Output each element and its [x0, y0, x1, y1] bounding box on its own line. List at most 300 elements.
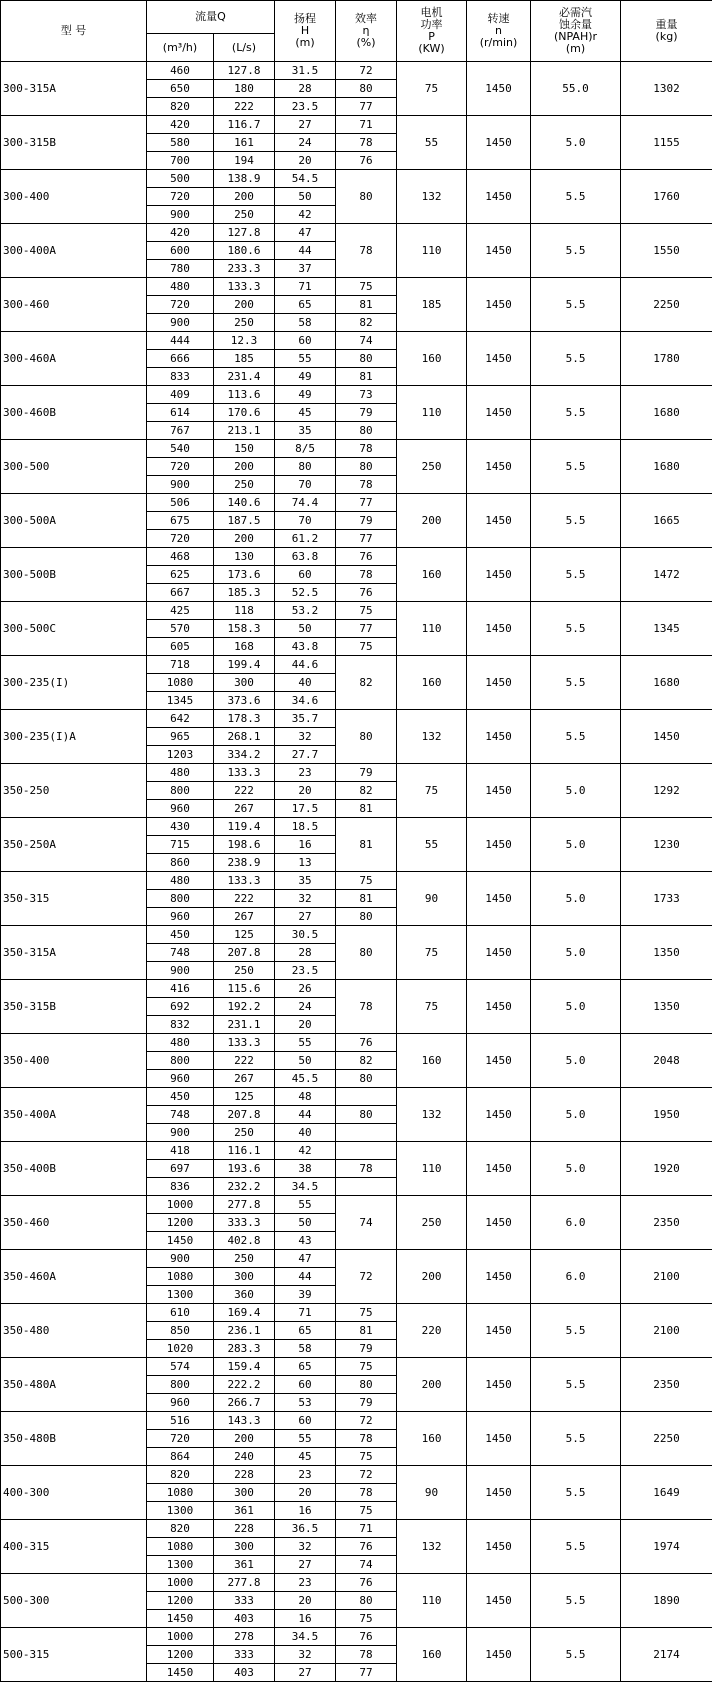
- efficiency-cell: 80: [336, 350, 397, 368]
- weight-cell: 2100: [621, 1250, 712, 1304]
- table-row: [1, 1358, 712, 1376]
- weight-cell: 1974: [621, 1520, 712, 1574]
- model-cell: 300-235(I): [1, 656, 147, 710]
- npsh-cell: 5.5: [531, 656, 621, 710]
- efficiency-cell: 80: [336, 1106, 397, 1124]
- power-cell: 110: [397, 1142, 467, 1196]
- flow-ls-cell: 361: [214, 1502, 275, 1520]
- npsh-cell: 5.5: [531, 494, 621, 548]
- efficiency-cell: 76: [336, 548, 397, 566]
- flow-ls-cell: 133.3: [214, 872, 275, 890]
- header-model: 型 号: [1, 1, 147, 62]
- flow-m3h-cell: 1200: [147, 1646, 214, 1664]
- weight-cell: 1472: [621, 548, 712, 602]
- power-cell: 160: [397, 332, 467, 386]
- efficiency-cell: 80: [336, 710, 397, 764]
- flow-ls-cell: 300: [214, 1268, 275, 1286]
- header-efficiency: 效率 η (%): [336, 1, 397, 62]
- flow-ls-cell: 200: [214, 296, 275, 314]
- table-row: [1, 224, 712, 242]
- flow-m3h-cell: 650: [147, 80, 214, 98]
- head-cell: 35.7: [275, 710, 336, 728]
- head-cell: 27: [275, 908, 336, 926]
- efficiency-cell: 79: [336, 404, 397, 422]
- flow-m3h-cell: 900: [147, 314, 214, 332]
- flow-m3h-cell: 900: [147, 962, 214, 980]
- flow-ls-cell: 119.4: [214, 818, 275, 836]
- model-cell: 350-400B: [1, 1142, 147, 1196]
- power-cell: 132: [397, 1088, 467, 1142]
- flow-ls-cell: 250: [214, 206, 275, 224]
- flow-m3h-cell: 1080: [147, 1268, 214, 1286]
- flow-m3h-cell: 720: [147, 188, 214, 206]
- speed-cell: 1450: [467, 764, 531, 818]
- speed-cell: 1450: [467, 1574, 531, 1628]
- head-cell: 26: [275, 980, 336, 998]
- efficiency-cell: 76: [336, 584, 397, 602]
- head-cell: 60: [275, 1376, 336, 1394]
- flow-ls-cell: 222: [214, 98, 275, 116]
- weight-cell: 1345: [621, 602, 712, 656]
- speed-cell: 1450: [467, 1358, 531, 1412]
- table-row: [1, 656, 712, 674]
- npsh-cell: 5.0: [531, 116, 621, 170]
- model-cell: 500-315: [1, 1628, 147, 1682]
- power-cell: 132: [397, 1520, 467, 1574]
- head-cell: 55: [275, 1034, 336, 1052]
- model-cell: 300-500: [1, 440, 147, 494]
- head-cell: 32: [275, 1538, 336, 1556]
- head-cell: 16: [275, 836, 336, 854]
- weight-cell: 1733: [621, 872, 712, 926]
- efficiency-cell: 80: [336, 458, 397, 476]
- flow-ls-cell: 173.6: [214, 566, 275, 584]
- efficiency-cell: 81: [336, 296, 397, 314]
- npsh-cell: 5.5: [531, 1412, 621, 1466]
- flow-ls-cell: 143.3: [214, 1412, 275, 1430]
- flow-ls-cell: 200: [214, 530, 275, 548]
- flow-ls-cell: 207.8: [214, 944, 275, 962]
- model-cell: 350-480: [1, 1304, 147, 1358]
- weight-cell: 2048: [621, 1034, 712, 1088]
- flow-ls-cell: 169.4: [214, 1304, 275, 1322]
- flow-ls-cell: 267: [214, 1070, 275, 1088]
- head-cell: 16: [275, 1502, 336, 1520]
- flow-m3h-cell: 642: [147, 710, 214, 728]
- speed-cell: 1450: [467, 1628, 531, 1682]
- efficiency-cell: 77: [336, 620, 397, 638]
- efficiency-cell: 75: [336, 1502, 397, 1520]
- efficiency-cell: 79: [336, 1394, 397, 1412]
- efficiency-cell: 80: [336, 926, 397, 980]
- efficiency-cell: 76: [336, 1628, 397, 1646]
- speed-cell: 1450: [467, 332, 531, 386]
- model-cell: 350-315B: [1, 980, 147, 1034]
- model-cell: 300-460A: [1, 332, 147, 386]
- flow-ls-cell: 194: [214, 152, 275, 170]
- flow-m3h-cell: 480: [147, 278, 214, 296]
- flow-m3h-cell: 418: [147, 1142, 214, 1160]
- head-cell: 55: [275, 1430, 336, 1448]
- flow-m3h-cell: 900: [147, 476, 214, 494]
- power-cell: 75: [397, 926, 467, 980]
- flow-ls-cell: 361: [214, 1556, 275, 1574]
- flow-m3h-cell: 516: [147, 1412, 214, 1430]
- flow-m3h-cell: 748: [147, 944, 214, 962]
- efficiency-cell: 75: [336, 872, 397, 890]
- table-row: [1, 440, 712, 458]
- flow-m3h-cell: 1080: [147, 1484, 214, 1502]
- flow-ls-cell: 250: [214, 1250, 275, 1268]
- flow-ls-cell: 185.3: [214, 584, 275, 602]
- weight-cell: 1550: [621, 224, 712, 278]
- flow-m3h-cell: 900: [147, 206, 214, 224]
- flow-m3h-cell: 444: [147, 332, 214, 350]
- flow-ls-cell: 200: [214, 1430, 275, 1448]
- npsh-cell: 5.5: [531, 1574, 621, 1628]
- head-cell: 60: [275, 1412, 336, 1430]
- weight-cell: 1680: [621, 656, 712, 710]
- model-cell: 350-460A: [1, 1250, 147, 1304]
- speed-cell: 1450: [467, 62, 531, 116]
- table-row: [1, 278, 712, 296]
- flow-ls-cell: 138.9: [214, 170, 275, 188]
- head-cell: 8/5: [275, 440, 336, 458]
- flow-m3h-cell: 700: [147, 152, 214, 170]
- table-row: [1, 980, 712, 998]
- flow-m3h-cell: 1450: [147, 1232, 214, 1250]
- flow-m3h-cell: 697: [147, 1160, 214, 1178]
- efficiency-cell: 78: [336, 440, 397, 458]
- flow-ls-cell: 168: [214, 638, 275, 656]
- flow-m3h-cell: 420: [147, 116, 214, 134]
- npsh-cell: 5.5: [531, 170, 621, 224]
- flow-m3h-cell: 1000: [147, 1196, 214, 1214]
- model-cell: 300-460B: [1, 386, 147, 440]
- npsh-cell: 5.5: [531, 224, 621, 278]
- weight-cell: 1665: [621, 494, 712, 548]
- efficiency-cell: 75: [336, 1304, 397, 1322]
- flow-ls-cell: 373.6: [214, 692, 275, 710]
- model-cell: 400-315: [1, 1520, 147, 1574]
- table-row: [1, 494, 712, 512]
- flow-m3h-cell: 960: [147, 800, 214, 818]
- npsh-cell: 5.5: [531, 602, 621, 656]
- table-row: [1, 818, 712, 836]
- head-cell: 27: [275, 116, 336, 134]
- flow-m3h-cell: 409: [147, 386, 214, 404]
- weight-cell: 2250: [621, 278, 712, 332]
- power-cell: 250: [397, 440, 467, 494]
- model-cell: 350-480B: [1, 1412, 147, 1466]
- flow-m3h-cell: 540: [147, 440, 214, 458]
- flow-ls-cell: 250: [214, 314, 275, 332]
- head-cell: 23.5: [275, 962, 336, 980]
- table-row: [1, 710, 712, 728]
- head-cell: 35: [275, 422, 336, 440]
- efficiency-cell: 80: [336, 1376, 397, 1394]
- efficiency-cell: 76: [336, 152, 397, 170]
- table-row: [1, 1250, 712, 1268]
- npsh-cell: 5.5: [531, 332, 621, 386]
- head-cell: 53: [275, 1394, 336, 1412]
- head-cell: 55: [275, 350, 336, 368]
- flow-ls-cell: 161: [214, 134, 275, 152]
- flow-ls-cell: 133.3: [214, 278, 275, 296]
- table-row: [1, 872, 712, 890]
- head-cell: 23: [275, 1574, 336, 1592]
- header-power: 电机 功率 P (KW): [397, 1, 467, 62]
- model-cell: 300-500C: [1, 602, 147, 656]
- npsh-cell: 5.0: [531, 872, 621, 926]
- flow-m3h-cell: 800: [147, 890, 214, 908]
- head-cell: 16: [275, 1610, 336, 1628]
- flow-m3h-cell: 580: [147, 134, 214, 152]
- flow-ls-cell: 233.3: [214, 260, 275, 278]
- efficiency-cell: 77: [336, 530, 397, 548]
- efficiency-cell: 76: [336, 1538, 397, 1556]
- speed-cell: 1450: [467, 1520, 531, 1574]
- table-row: [1, 1304, 712, 1322]
- speed-cell: 1450: [467, 1304, 531, 1358]
- flow-ls-cell: 207.8: [214, 1106, 275, 1124]
- flow-ls-cell: 213.1: [214, 422, 275, 440]
- model-cell: 350-315A: [1, 926, 147, 980]
- model-cell: 300-315A: [1, 62, 147, 116]
- head-cell: 50: [275, 188, 336, 206]
- power-cell: 160: [397, 1628, 467, 1682]
- npsh-cell: 5.5: [531, 1628, 621, 1682]
- flow-m3h-cell: 692: [147, 998, 214, 1016]
- weight-cell: 2174: [621, 1628, 712, 1682]
- power-cell: 185: [397, 278, 467, 332]
- head-cell: 70: [275, 476, 336, 494]
- head-cell: 24: [275, 134, 336, 152]
- efficiency-cell: 81: [336, 368, 397, 386]
- efficiency-cell: 75: [336, 1358, 397, 1376]
- efficiency-cell: 75: [336, 602, 397, 620]
- head-cell: 34.6: [275, 692, 336, 710]
- table-row: [1, 1196, 712, 1214]
- flow-ls-cell: 116.1: [214, 1142, 275, 1160]
- head-cell: 32: [275, 1646, 336, 1664]
- head-cell: 20: [275, 152, 336, 170]
- efficiency-cell: 80: [336, 1592, 397, 1610]
- head-cell: 49: [275, 386, 336, 404]
- flow-ls-cell: 228: [214, 1466, 275, 1484]
- weight-cell: 1950: [621, 1088, 712, 1142]
- flow-m3h-cell: 720: [147, 296, 214, 314]
- head-cell: 40: [275, 674, 336, 692]
- power-cell: 160: [397, 548, 467, 602]
- head-cell: 34.5: [275, 1628, 336, 1646]
- header-weight: 重量 (kg): [621, 1, 712, 62]
- flow-m3h-cell: 1300: [147, 1556, 214, 1574]
- head-cell: 18.5: [275, 818, 336, 836]
- power-cell: 200: [397, 1250, 467, 1304]
- efficiency-cell: 78: [336, 566, 397, 584]
- flow-ls-cell: 267: [214, 908, 275, 926]
- npsh-cell: 5.5: [531, 440, 621, 494]
- weight-cell: 1302: [621, 62, 712, 116]
- npsh-cell: 5.0: [531, 1088, 621, 1142]
- head-cell: 50: [275, 1052, 336, 1070]
- power-cell: 90: [397, 1466, 467, 1520]
- flow-ls-cell: 180.6: [214, 242, 275, 260]
- model-cell: 350-460: [1, 1196, 147, 1250]
- head-cell: 28: [275, 944, 336, 962]
- model-cell: 300-500A: [1, 494, 147, 548]
- flow-m3h-cell: 1000: [147, 1574, 214, 1592]
- flow-m3h-cell: 820: [147, 1466, 214, 1484]
- efficiency-cell: 77: [336, 1664, 397, 1682]
- table-row: [1, 602, 712, 620]
- head-cell: 44: [275, 1268, 336, 1286]
- efficiency-cell: 76: [336, 1034, 397, 1052]
- speed-cell: 1450: [467, 872, 531, 926]
- head-cell: 44: [275, 1106, 336, 1124]
- flow-m3h-cell: 1200: [147, 1214, 214, 1232]
- flow-m3h-cell: 1200: [147, 1592, 214, 1610]
- head-cell: 23: [275, 764, 336, 782]
- efficiency-cell: 77: [336, 494, 397, 512]
- npsh-cell: 5.5: [531, 710, 621, 764]
- speed-cell: 1450: [467, 170, 531, 224]
- efficiency-cell: 81: [336, 800, 397, 818]
- flow-ls-cell: 200: [214, 188, 275, 206]
- head-cell: 44: [275, 242, 336, 260]
- npsh-cell: 5.5: [531, 1358, 621, 1412]
- power-cell: 160: [397, 1412, 467, 1466]
- efficiency-cell: 79: [336, 512, 397, 530]
- weight-cell: 1680: [621, 386, 712, 440]
- head-cell: 20: [275, 1484, 336, 1502]
- head-cell: 45: [275, 404, 336, 422]
- power-cell: 75: [397, 764, 467, 818]
- flow-ls-cell: 360: [214, 1286, 275, 1304]
- efficiency-cell: 74: [336, 1556, 397, 1574]
- flow-m3h-cell: 748: [147, 1106, 214, 1124]
- flow-ls-cell: 277.8: [214, 1196, 275, 1214]
- head-cell: 32: [275, 728, 336, 746]
- efficiency-cell: 79: [336, 764, 397, 782]
- weight-cell: 1890: [621, 1574, 712, 1628]
- flow-m3h-cell: 900: [147, 1124, 214, 1142]
- flow-m3h-cell: 1450: [147, 1664, 214, 1682]
- flow-ls-cell: 231.4: [214, 368, 275, 386]
- flow-m3h-cell: 850: [147, 1322, 214, 1340]
- head-cell: 60: [275, 332, 336, 350]
- head-cell: 39: [275, 1286, 336, 1304]
- flow-ls-cell: 283.3: [214, 1340, 275, 1358]
- speed-cell: 1450: [467, 278, 531, 332]
- flow-m3h-cell: 965: [147, 728, 214, 746]
- npsh-cell: 5.0: [531, 764, 621, 818]
- flow-m3h-cell: 720: [147, 1430, 214, 1448]
- flow-m3h-cell: 836: [147, 1178, 214, 1196]
- speed-cell: 1450: [467, 1466, 531, 1520]
- flow-ls-cell: 333.3: [214, 1214, 275, 1232]
- flow-m3h-cell: 430: [147, 818, 214, 836]
- efficiency-cell: 72: [336, 1412, 397, 1430]
- efficiency-cell: 80: [336, 1070, 397, 1088]
- flow-ls-cell: 333: [214, 1646, 275, 1664]
- efficiency-cell: 80: [336, 80, 397, 98]
- weight-cell: 2100: [621, 1304, 712, 1358]
- head-cell: 20: [275, 782, 336, 800]
- flow-m3h-cell: 610: [147, 1304, 214, 1322]
- flow-ls-cell: 334.2: [214, 746, 275, 764]
- table-row: [1, 764, 712, 782]
- efficiency-cell: [336, 1142, 397, 1160]
- speed-cell: 1450: [467, 224, 531, 278]
- flow-m3h-cell: 718: [147, 656, 214, 674]
- efficiency-cell: 74: [336, 1196, 397, 1250]
- flow-m3h-cell: 864: [147, 1448, 214, 1466]
- power-cell: 200: [397, 494, 467, 548]
- flow-ls-cell: 277.8: [214, 1574, 275, 1592]
- flow-ls-cell: 222: [214, 1052, 275, 1070]
- flow-ls-cell: 198.6: [214, 836, 275, 854]
- efficiency-cell: 75: [336, 1448, 397, 1466]
- flow-ls-cell: 278: [214, 1628, 275, 1646]
- table-row: [1, 386, 712, 404]
- flow-ls-cell: 115.6: [214, 980, 275, 998]
- flow-ls-cell: 12.3: [214, 332, 275, 350]
- head-cell: 31.5: [275, 62, 336, 80]
- head-cell: 13: [275, 854, 336, 872]
- efficiency-cell: 82: [336, 314, 397, 332]
- head-cell: 53.2: [275, 602, 336, 620]
- flow-ls-cell: 158.3: [214, 620, 275, 638]
- head-cell: 65: [275, 1322, 336, 1340]
- head-cell: 54.5: [275, 170, 336, 188]
- npsh-cell: 5.0: [531, 980, 621, 1034]
- speed-cell: 1450: [467, 1196, 531, 1250]
- weight-cell: 1760: [621, 170, 712, 224]
- weight-cell: 1155: [621, 116, 712, 170]
- head-cell: 47: [275, 1250, 336, 1268]
- speed-cell: 1450: [467, 1142, 531, 1196]
- table-body: [1, 62, 712, 1682]
- speed-cell: 1450: [467, 1250, 531, 1304]
- table-row: [1, 1088, 712, 1106]
- power-cell: 110: [397, 224, 467, 278]
- flow-m3h-cell: 675: [147, 512, 214, 530]
- model-cell: 300-400A: [1, 224, 147, 278]
- weight-cell: 1680: [621, 440, 712, 494]
- table-row: [1, 116, 712, 134]
- power-cell: 110: [397, 602, 467, 656]
- table-row: [1, 1466, 712, 1484]
- head-cell: 65: [275, 296, 336, 314]
- header-speed: 转速 n (r/min): [467, 1, 531, 62]
- flow-ls-cell: 133.3: [214, 1034, 275, 1052]
- flow-ls-cell: 238.9: [214, 854, 275, 872]
- flow-m3h-cell: 800: [147, 1376, 214, 1394]
- flow-ls-cell: 403: [214, 1610, 275, 1628]
- flow-m3h-cell: 900: [147, 1250, 214, 1268]
- flow-ls-cell: 125: [214, 926, 275, 944]
- head-cell: 58: [275, 314, 336, 332]
- efficiency-cell: 72: [336, 1466, 397, 1484]
- head-cell: 35: [275, 872, 336, 890]
- speed-cell: 1450: [467, 710, 531, 764]
- flow-ls-cell: 130: [214, 548, 275, 566]
- efficiency-cell: [336, 1088, 397, 1106]
- efficiency-cell: 82: [336, 1052, 397, 1070]
- flow-m3h-cell: 460: [147, 62, 214, 80]
